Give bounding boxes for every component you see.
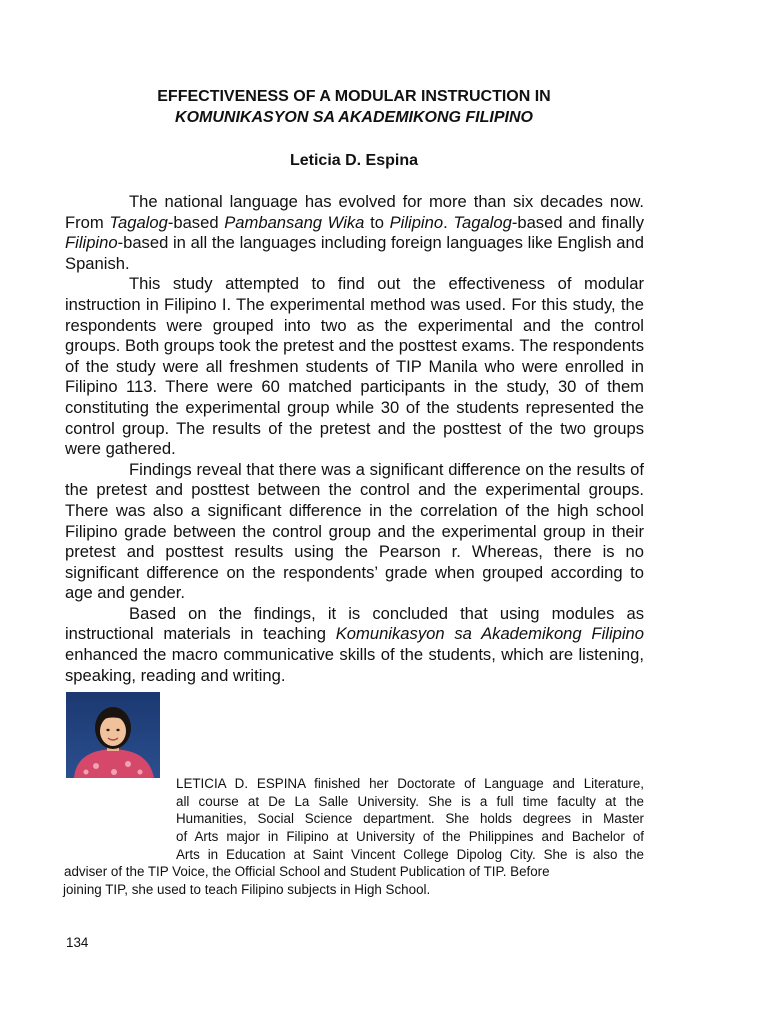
page-number: 134 <box>66 935 89 950</box>
abstract-paragraph-4 <box>65 604 644 686</box>
abstract-paragraph-2: This study attempted to find out the effectiveness of modular instruction in Filipino I. The experimental method was used. For this study, the respondents were grouped into two as the experimental and the control groups. Both groups took the pretest and the posttest exams. The respondents of the study were all freshmen students of TIP Manila who were enrolled in Filipino 113. There were 60 matched participants in the study, 30 of them constituting the experimental group while 30 of the students represented the control group. The results of the pretest and the posttest of the two groups were gathered. <box>65 274 644 459</box>
bio-line: Arts in Education at Saint Vincent College Dipolog City. She is also the <box>176 846 644 862</box>
text-run: enhanced the macro communicative skills of the students, which are listening, speaking, reading and writing. <box>65 645 644 685</box>
bio-line: Humanities, Social Science department. She holds degrees in Master <box>176 811 644 827</box>
italic-term: Tagalog <box>453 212 512 232</box>
text-run: . <box>443 212 454 232</box>
italic-term: Filipino <box>65 233 118 253</box>
author-bio <box>176 775 644 864</box>
author-name: Leticia D. Espina <box>289 152 419 169</box>
bio-line: all course at De La Salle University. She is a full time faculty at the <box>176 793 644 809</box>
italic-term: Tagalog <box>109 212 168 232</box>
italic-term: Pambansang Wika <box>224 212 365 232</box>
text-run: Based on the findings, it is concluded that using modules as instructional materials in teaching <box>65 603 644 644</box>
bio-line: joining TIP, she used to teach Filipino subjects in High School. <box>63 882 431 897</box>
paper-title-line-1: EFFECTIVENESS OF A MODULAR INSTRUCTION IN <box>157 88 551 105</box>
bio-line: adviser of the TIP Voice, the Official School and Student Publication of TIP. Before <box>64 864 550 879</box>
bio-line: of Arts major in Filipino at University of the Philippines and Bachelor of <box>176 829 644 845</box>
italic-term: Pilipino <box>389 212 444 232</box>
text-run: The national language has evolved for more than six decades now. From <box>65 192 644 232</box>
bio-line: LETICIA D. ESPINA finished her Doctorate of Language and Literature, <box>176 776 644 791</box>
author-photo <box>66 692 160 778</box>
abstract-paragraph-3: Findings reveal that there was a significant difference on the results of the pretest and posttest between the control and the experimental groups. There was also a significant difference in the correlation of the high school Filipino grade between the control group and the experimental group in their pretest and posttest results using the Pearson r. Whereas, there is no significant difference on the respondents’ grade when grouped according to age and gender. <box>65 459 644 603</box>
abstract-paragraph-1 <box>65 192 644 274</box>
text-run: -based in all the languages including foreign languages like English and Spanish. <box>65 233 644 273</box>
italic-term: Komunikasyon sa Akademikong Filipino <box>335 624 645 644</box>
text-run: -based <box>167 212 225 232</box>
paper-title-line-2: KOMUNIKASYON SA AKADEMIKONG FILIPINO <box>175 109 533 126</box>
text-run: to <box>364 212 390 232</box>
text-run: -based and finally <box>511 212 644 232</box>
abstract <box>65 192 644 686</box>
